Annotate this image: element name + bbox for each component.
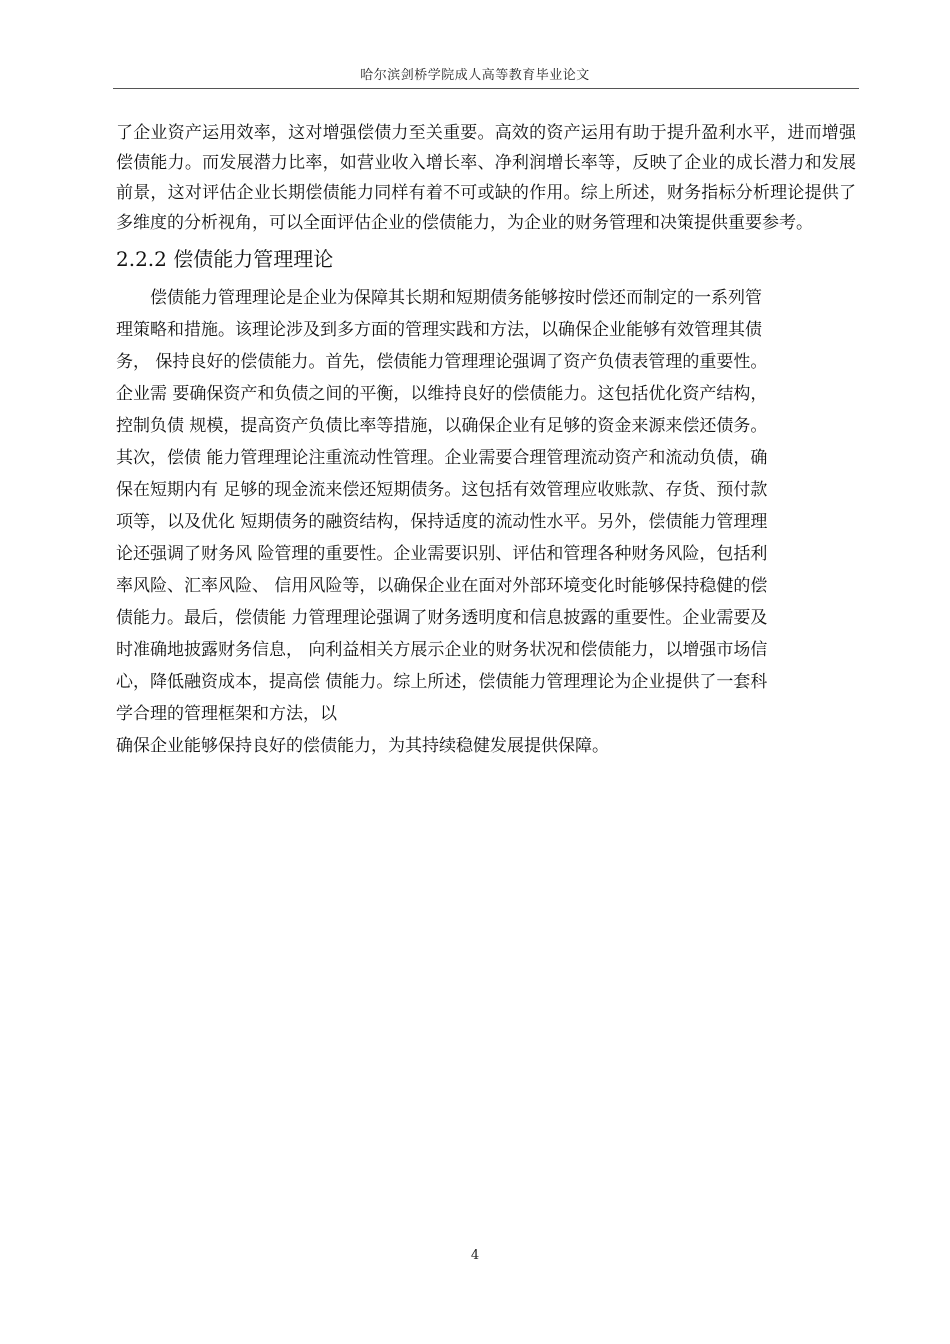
page-number: 4: [470, 1248, 480, 1263]
paragraph-line: 保在短期内有 足够的现金流来偿还短期债务。这包括有效管理应收账款、存货、预付款: [116, 480, 768, 500]
paragraph-line: 债能力。最后，偿债能 力管理理论强调了财务透明度和信息披露的重要性。企业需要及: [116, 608, 768, 628]
paragraph-line: 其次，偿债 能力管理理论注重流动性管理。企业需要合理管理流动资产和流动负债，确: [116, 448, 768, 468]
paragraph-line: 论还强调了财务风 险管理的重要性。企业需要识别、评估和管理各种财务风险，包括利: [116, 544, 768, 564]
paragraph-line: 心，降低融资成本，提高偿 债能力。综上所述，偿债能力管理理论为企业提供了一套科: [116, 672, 768, 692]
intro-paragraph: 了企业资产运用效率，这对增强偿债力至关重要。高效的资产运用有助于提升盈利水平，进而增强偿债能力。而发展潜力比率，如营业收入增长率、净利润增长率等，反映了企业的成长潜力和发展前景，这对评估企业长期偿债能力同样有着不可或缺的作用。综上所述，财务指标分析理论提供了多维度的分析视角，可以全面评估企业的偿债能力，为企业的财务管理和决策提供重要参考。: [116, 123, 856, 233]
paragraph-line: 偿债能力管理理论是企业为保障其长期和短期债务能够按时偿还而制定的一系列管: [150, 288, 762, 308]
section-paragraph: [116, 282, 856, 762]
paragraph-line: 控制负债 规模，提高资产负债比率等措施，以确保企业有足够的资金来源来偿还债务。: [116, 416, 768, 436]
paragraph-line: 学合理的管理框架和方法，以: [116, 704, 337, 724]
paragraph-line: 理策略和措施。该理论涉及到多方面的管理实践和方法，以确保企业能够有效管理其债: [116, 320, 762, 340]
paragraph-line: 率风险、汇率风险、 信用风险等，以确保企业在面对外部环境变化时能够保持稳健的偿: [116, 576, 768, 596]
header-divider: [113, 88, 859, 89]
paragraph-line: 项等，以及优化 短期债务的融资结构，保持适度的流动性水平。另外，偿债能力管理理: [116, 512, 768, 532]
paragraph-line: 务， 保持良好的偿债能力。首先，偿债能力管理理论强调了资产负债表管理的重要性。: [116, 352, 768, 372]
page-body: [116, 118, 856, 762]
paragraph-line: 时准确地披露财务信息， 向利益相关方展示企业的财务状况和偿债能力，以增强市场信: [116, 640, 768, 660]
paragraph-line: 确保企业能够保持良好的偿债能力，为其持续稳健发展提供保障。: [116, 736, 609, 756]
section-heading: 2.2.2 偿债能力管理理论: [116, 247, 334, 271]
paragraph-line: 企业需 要确保资产和负债之间的平衡，以维持良好的偿债能力。这包括优化资产结构，: [116, 384, 768, 404]
running-header: 哈尔滨剑桥学院成人高等教育毕业论文: [360, 68, 590, 83]
